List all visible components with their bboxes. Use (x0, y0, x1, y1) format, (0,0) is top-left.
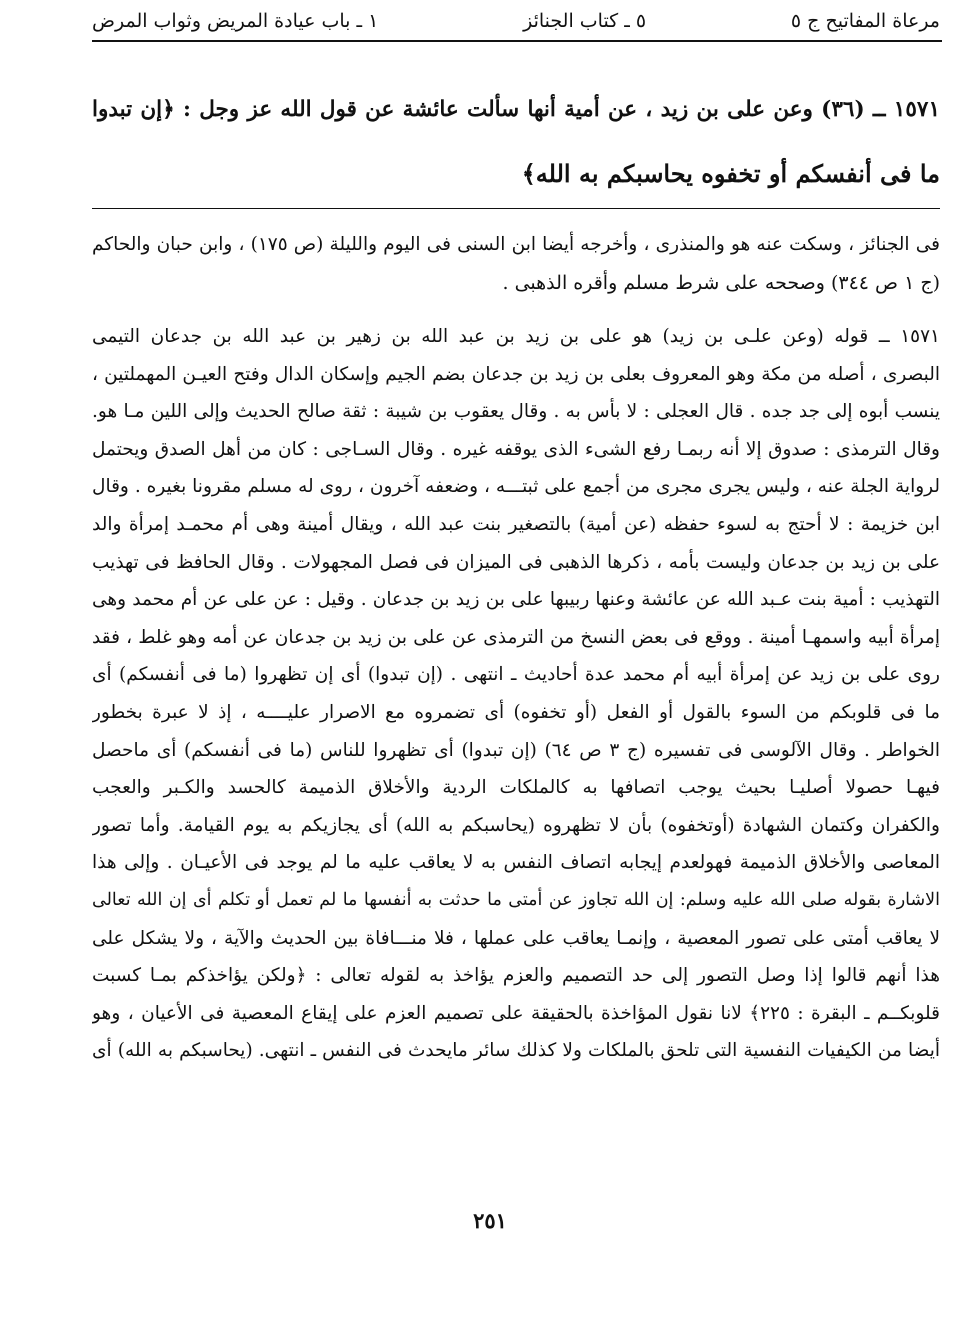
footnote-continuation (92, 226, 940, 302)
commentary-line: الاشارة بقوله صلى الله عليه وسلم: إن الله تجاوز عن أمتى ما حدثت به أنفسها ما لم تعمل أو تكلم أى إن الله تعالى (92, 889, 940, 910)
commentary-text (92, 318, 940, 1070)
commentary-line: لا يعاقب أمتى على تصور المعصية ، وإنمـا يعاقب على عملها ، فلا منـــافاة بين الحديث والآية ، ولا يشكل على (92, 927, 940, 949)
footnote-line: فى الجنائز ، وسكت عنه هو والمنذرى ، وأخرجه أيضا ابن السنى فى اليوم والليلة (ص ١٧٥) ، وابن حبان والحاكم (92, 234, 940, 255)
header-book-title: مرعاة المفاتيح ج ٥ (790, 10, 940, 32)
commentary-line: الخواطر . وقال الآلوسى فى تفسيره (ج ٣ ص ٦٤) (إن تبدوا) أى تظهروا للناس (ما فى أنفسكم) أى ماحصل (92, 739, 940, 761)
commentary-line: التهذيب : أمية بنت عـبد الله عن عائشة وعنها ربيبها على بن زيد بن جدعان . وقيل : عن على عن أم محمد وهى (92, 589, 940, 611)
header-chapter-title: ٥ ـ كتاب الجنائز (523, 10, 647, 32)
commentary-line: أيضا من الكيفيات النفسية التى تلحق بالملكات ولا كذلك سائر مايحدث فى النفس ـ انتهى. (يحاسبكم به الله) أى (92, 1040, 940, 1062)
commentary-line: ١٥٧١ ــ قوله (وعن علـى بن زيد) هو على بن زيد بن عبد الله بن زهير بن عبد الله بن جدعان التيمى (92, 326, 940, 347)
commentary-line: روى على بن زيد عن إمرأة أبيه أم محمد عدة أحاديث ـ انتهى . (إن تبدوا) أى إن تظهروا (ما فى أنفسكم) أى (92, 664, 940, 686)
hadith-line: ما فى أنفسكم أو تخفوه يحاسبكم به الله﴾ (521, 159, 940, 188)
section-divider (92, 208, 940, 209)
commentary-line: ما فى قلوبكم من السوء بالقول أو الفعل (أو تخفوه) أى تضمروه مع الاصرار عليــــه ، إذ لا عبرة بخطور (92, 701, 940, 723)
commentary-line: ينسب أبوه إلى جد جده . قال العجلى : لا بأس به . وقال يعقوب بن شيبة : ثقة صالح الحديث وإلى اللين مـا هو. (92, 401, 940, 423)
commentary-line: البصرى ، أصله من مكة وهو المعروف بعلى بن زيد بن جدعان بضم الجيم وإسكان الدال وفتح العيـن المهملتين ، (92, 363, 940, 385)
commentary-line: وقال الترمذى : صدوق إلا أنه ربمـا رفع الشىء الذى يوقفه غيره . وقال السـاجى : كان من أهل الصدق ويحتمل (92, 438, 940, 460)
hadith-text (92, 78, 940, 206)
header-section-title: ١ ـ باب عيادة المريض وثواب المرض (92, 10, 379, 32)
commentary-line: على بن زيد بن جدعان وليست بأمه ، ذكرها الذهبى فى الميزان فى فصل المجهولات . وقال الحافظ فى تهذيب (92, 551, 940, 573)
commentary-line: هذا أنهم قالوا إذا وصل التصور إلى حد التصميم والعزم يؤاخذ به لقوله تعالى : ﴿ولكن يؤاخذكم بمـا كسبت (92, 965, 940, 987)
page-number: ٢٥١ (473, 1208, 507, 1233)
commentary-line: المعاصى والأخلاق الذميمة فهولعدم إيجابه اتصاف النفس به لا يعاقب عليه ما لم يوجد فى الأعيـان . وإلى هذا (92, 852, 940, 874)
header-rule (92, 40, 942, 42)
commentary-line: والكفران وكتمان الشهادة (أوتخفوه) بأن لا تظهروه (يحاسبكم به الله) أى يجازيكم به يوم القيامة. وأما تصور (92, 814, 940, 836)
footnote-line: (ج ١ ص ٣٤٤) وصححه على شرط مسلم وأقره الذهبى . (502, 272, 940, 294)
commentary-line: لرواية الجلة عنه ، وليس يجرى مجرى من أجمع على ثبتـــه ، وضعفه آخرون ، روى له مسلم مقرونا بغيره . وقال (92, 476, 940, 498)
hadith-line: ١٥٧١ ــ (٣٦) وعن على بن زيد ، عن أمية أنها سألت عائشة عن قول الله عز وجل : ﴿إن تبدوا (92, 97, 940, 122)
running-header (92, 4, 940, 38)
commentary-line: ابن خزيمة : لا أحتج به لسوء حفظه (عن أمية) بالتصغير بنت عبد الله ، ويقال أمينة وهى أم محمـد إمرأة والد (92, 513, 940, 535)
commentary-line: إمرأة أبيه واسمهـا أمينة . ووقع فى بعض النسخ من الترمذى عن على بن زيد بن جدعان عن أمه وهو غلط ، فقد (92, 626, 940, 648)
commentary-line: فيهـا حصولا أصليـا بحيث يوجب اتصافها به كالملكات الردية والأخلاق الذميمة كالحسد والكـبر والعجب (92, 777, 940, 799)
commentary-line: قلوبكــم ـ البقرة : ٢٢٥﴾ لانا نقول المؤاخذة بالحقيقة على تصميم العزم على إيقاع المعصية فى الأعيان ، وهو (92, 1002, 940, 1024)
